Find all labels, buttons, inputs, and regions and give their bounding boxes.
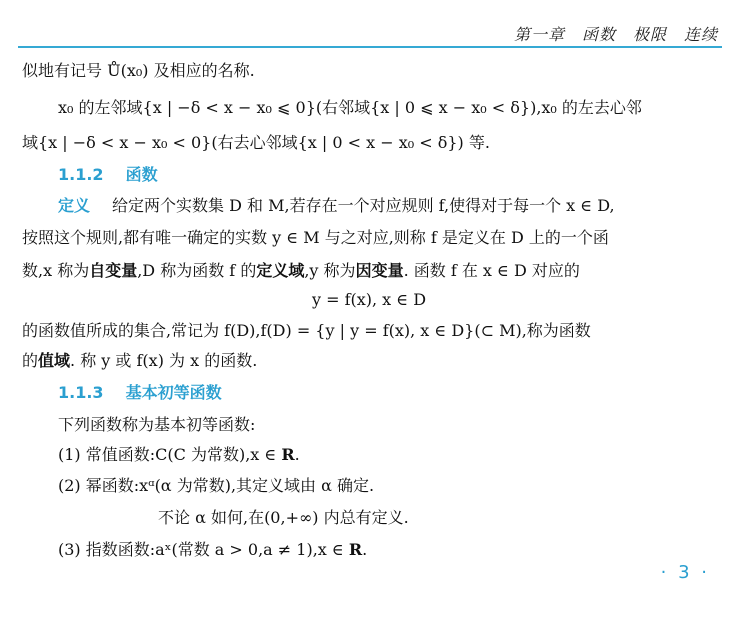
paragraph-line: 下列函数称为基本初等函数: <box>58 415 256 434</box>
text-segment: . 称 y 或 f(x) 为 x 的函数. <box>70 351 258 370</box>
text-segment: 的 <box>22 351 39 370</box>
term-range: 值域 <box>38 351 71 370</box>
page-number: · 3 · <box>660 562 710 583</box>
term-domain: 定义域 <box>256 261 305 280</box>
text-segment: 数,x 称为 <box>22 261 90 280</box>
definition-text: 给定两个实数集 D 和 M,若存在一个对应规则 f,使得对于每一个 x ∈ D, <box>112 196 615 215</box>
chapter-title: 第一章 函数 极限 连续 <box>513 25 718 44</box>
paragraph-line: 不论 α 如何,在(0,+∞) 内总有定义. <box>158 508 409 527</box>
paragraph-line <box>22 348 722 374</box>
section-number: 1.1.3 <box>58 383 104 402</box>
term-independent-variable: 自变量 <box>89 261 138 280</box>
text-segment: . 函数 f 在 x ∈ D 对应的 <box>403 261 580 280</box>
display-formula: y = f(x), x ∈ D <box>311 290 427 309</box>
section-heading-1-1-2 <box>58 162 722 188</box>
paragraph-line <box>22 258 722 284</box>
running-header <box>18 22 722 48</box>
list-item <box>58 442 722 468</box>
section-number: 1.1.2 <box>58 165 104 184</box>
text-segment: . <box>294 445 300 464</box>
paragraph-line: x₀ 的左邻域{x | −δ < x − x₀ ⩽ 0}(右邻域{x | 0 ⩽ x − x₀ < δ}),x₀ 的左去心邻 <box>58 98 642 117</box>
paragraph-line: 按照这个规则,都有唯一确定的实数 y ∈ M 与之对应,则称 f 是定义在 D 上的一个函 <box>22 228 609 247</box>
paragraph-line: 似地有记号 Ů(x₀) 及相应的名称. <box>22 61 255 80</box>
text-segment: (1) 常值函数:C(C 为常数),x ∈ <box>58 445 282 464</box>
section-title: 函数 <box>125 165 158 184</box>
text-segment: (3) 指数函数:aˣ(常数 a > 0,a ≠ 1),x ∈ <box>58 540 349 559</box>
section-heading-1-1-3 <box>58 380 722 406</box>
text-segment: . <box>362 540 368 559</box>
text-segment: ,y 称为 <box>304 261 356 280</box>
section-title: 基本初等函数 <box>125 383 222 402</box>
real-numbers-symbol: R <box>281 445 295 464</box>
definition-label: 定义 <box>58 196 91 215</box>
real-numbers-symbol: R <box>348 540 363 559</box>
definition-line <box>58 193 722 219</box>
term-dependent-variable: 因变量 <box>355 261 404 280</box>
paragraph-line: 域{x | −δ < x − x₀ < 0}(右去心邻域{x | 0 < x − x₀ < δ}) 等. <box>22 133 490 152</box>
text-segment: ,D 称为函数 f 的 <box>137 261 257 280</box>
paragraph-line: 的函数值所成的集合,常记为 f(D),f(D) = {y | y = f(x), x ∈ D}(⊂ M),称为函数 <box>22 321 591 340</box>
list-item: (2) 幂函数:xᵅ(α 为常数),其定义域由 α 确定. <box>58 476 375 495</box>
list-item <box>58 537 722 563</box>
